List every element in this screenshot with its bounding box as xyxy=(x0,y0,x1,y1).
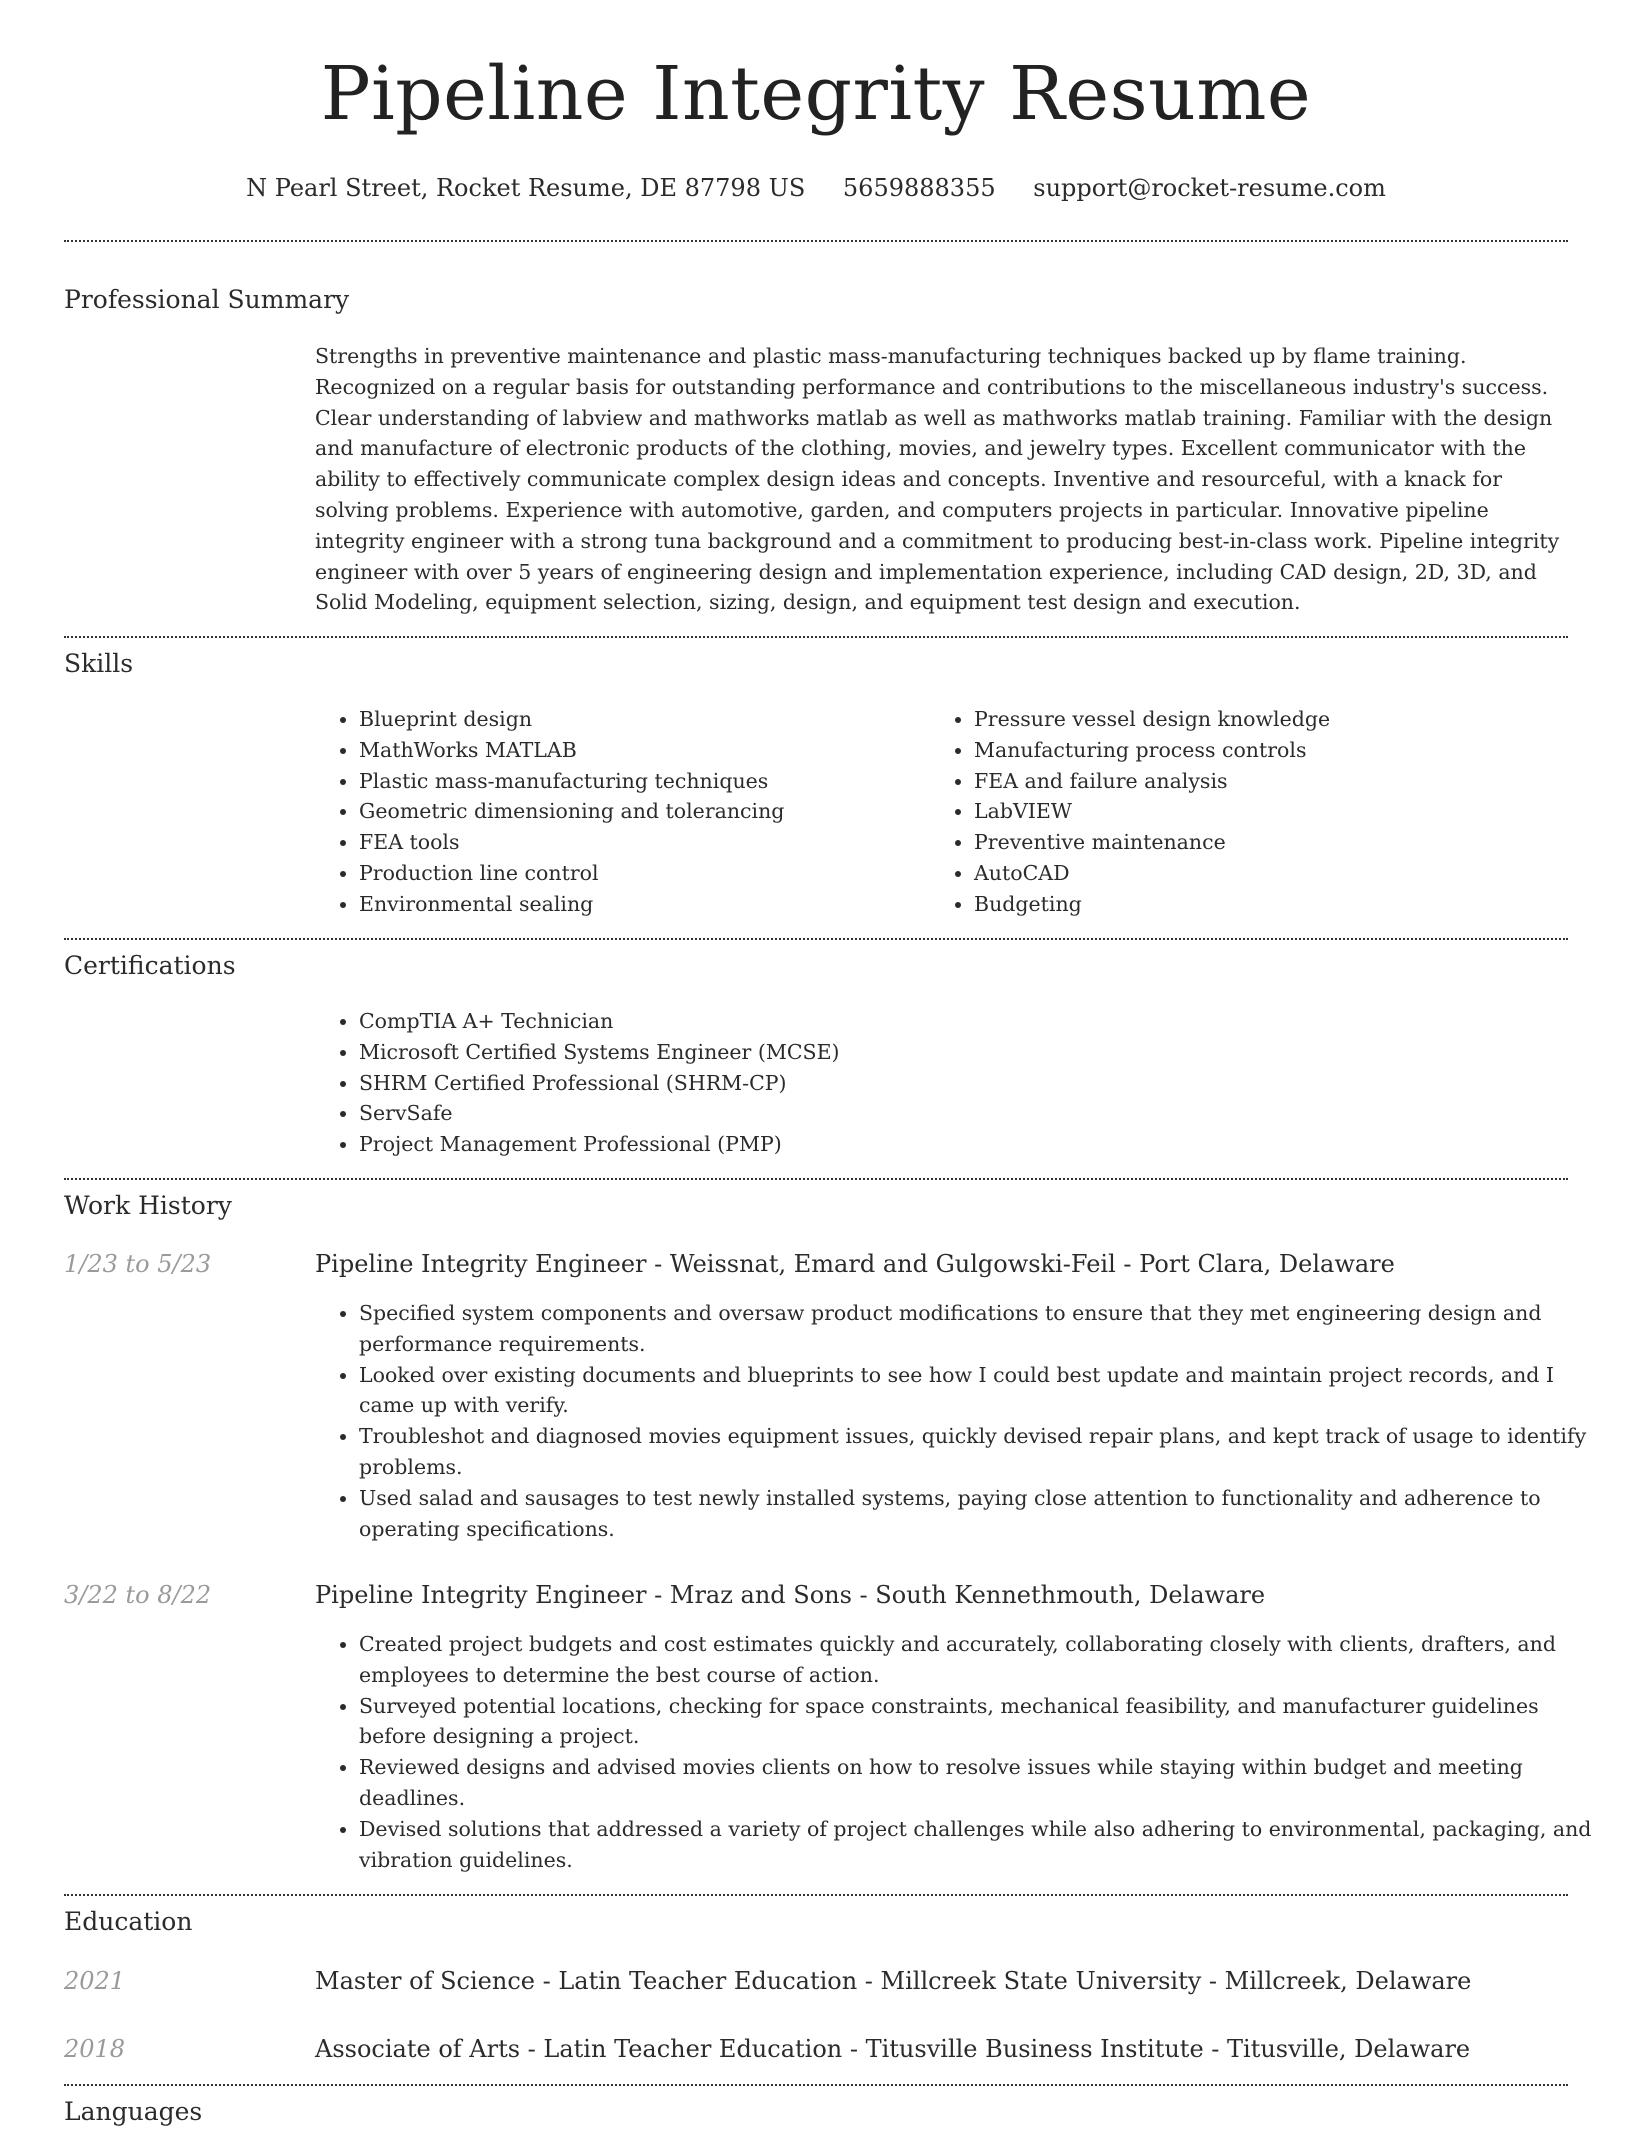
education-heading: Education xyxy=(64,1907,193,1936)
skills-heading: Skills xyxy=(64,649,134,678)
job-bullets xyxy=(315,1298,1612,1544)
summary-heading: Professional Summary xyxy=(64,285,350,314)
job-bullets xyxy=(315,1629,1612,1875)
contact-email: support@rocket-resume.com xyxy=(1033,174,1386,202)
job-bullet: • Looked over existing documents and blueprints to see how I could best update and maintain project records, and I came up with verify. xyxy=(359,1360,1612,1422)
section-divider xyxy=(64,240,1568,242)
skill-item: • Manufacturing process controls xyxy=(974,735,1574,766)
skill-item: • Environmental sealing xyxy=(359,889,919,920)
resume-title: Pipeline Integrity Resume xyxy=(320,51,1312,137)
contact-line xyxy=(0,170,1632,206)
skill-item: • MathWorks MATLAB xyxy=(359,735,919,766)
work-history-heading: Work History xyxy=(64,1191,232,1220)
skill-item: • FEA tools xyxy=(359,827,919,858)
job-dates: 3/22 to 8/22 xyxy=(64,1581,212,1609)
section-divider xyxy=(64,636,1568,638)
certification-item: • Project Management Professional (PMP) xyxy=(359,1129,1559,1160)
skill-item: • FEA and failure analysis xyxy=(974,766,1574,797)
skills-list-right xyxy=(930,704,1574,920)
education-year: 2018 xyxy=(64,2035,126,2063)
section-divider xyxy=(64,1178,1568,1180)
certifications-list xyxy=(315,1006,1559,1160)
certification-item: • CompTIA A+ Technician xyxy=(359,1006,1559,1037)
education-entry: Master of Science - Latin Teacher Education - Millcreek State University - Millcreek, Delaware xyxy=(315,1967,1472,1995)
skill-item: • Geometric dimensioning and tolerancing xyxy=(359,796,919,827)
certification-item: • SHRM Certified Professional (SHRM-CP) xyxy=(359,1068,1559,1099)
skill-item: • Preventive maintenance xyxy=(974,827,1574,858)
contact-address: N Pearl Street, Rocket Resume, DE 87798 US xyxy=(246,174,806,202)
job-bullet: • Troubleshot and diagnosed movies equipment issues, quickly devised repair plans, and kept track of usage to identify problems. xyxy=(359,1421,1612,1483)
skill-item: • LabVIEW xyxy=(974,796,1574,827)
job-bullet: • Surveyed potential locations, checking for space constraints, mechanical feasibility, and manufacturer guidelines before designing a project. xyxy=(359,1691,1612,1753)
section-divider xyxy=(64,2084,1568,2086)
skill-item: • Production line control xyxy=(359,858,919,889)
education-entry: Associate of Arts - Latin Teacher Education - Titusville Business Institute - Titusville, Delaware xyxy=(315,2035,1471,2063)
job-title: Pipeline Integrity Engineer - Mraz and Sons - South Kennethmouth, Delaware xyxy=(315,1581,1266,1609)
job-bullet: • Used salad and sausages to test newly installed systems, paying close attention to functionality and adherence to operating specifications. xyxy=(359,1483,1612,1545)
job-bullet: • Created project budgets and cost estimates quickly and accurately, collaborating closely with clients, drafters, and employees to determine the best course of action. xyxy=(359,1629,1612,1691)
job-bullet: • Reviewed designs and advised movies clients on how to resolve issues while staying within budget and meeting deadlines. xyxy=(359,1752,1612,1814)
skills-list-left xyxy=(315,704,919,920)
job-bullet: • Devised solutions that addressed a variety of project challenges while also adhering to environmental, packaging, and vibration guidelines. xyxy=(359,1814,1612,1876)
skill-item: • Pressure vessel design knowledge xyxy=(974,704,1574,735)
skill-item: • Budgeting xyxy=(974,889,1574,920)
skill-item: • Plastic mass-manufacturing techniques xyxy=(359,766,919,797)
certification-item: • Microsoft Certified Systems Engineer (MCSE) xyxy=(359,1037,1559,1068)
education-year: 2021 xyxy=(64,1967,126,1995)
certification-item: • ServSafe xyxy=(359,1098,1559,1129)
job-title: Pipeline Integrity Engineer - Weissnat, Emard and Gulgowski-Feil - Port Clara, Delaware xyxy=(315,1250,1395,1278)
section-divider xyxy=(64,938,1568,940)
certifications-heading: Certifications xyxy=(64,951,236,980)
skill-item: • Blueprint design xyxy=(359,704,919,735)
languages-heading: Languages xyxy=(64,2097,203,2126)
skill-item: • AutoCAD xyxy=(974,858,1574,889)
job-bullet: • Specified system components and oversaw product modifications to ensure that they met engineering design and performance requirements. xyxy=(359,1298,1612,1360)
job-dates: 1/23 to 5/23 xyxy=(64,1250,212,1278)
section-divider xyxy=(64,1894,1568,1896)
contact-phone: 5659888355 xyxy=(842,174,996,202)
summary-text: Strengths in preventive maintenance and plastic mass-manufacturing techniques backed up by flame training. Recognized on a regular basis for outstanding performance and contributions to the miscellaneous industry's success. Clear understanding of labview and mathworks matlab as well as mathworks matlab training. Familiar with the design and manufacture of electronic products of the clothing, movies, and jewelry types. Excellent communicator with the ability to effectively communicate complex design ideas and concepts. Inventive and resourceful, with a knack for solving problems. Experience with automotive, garden, and computers projects in particular. Innovative pipeline integrity engineer with a strong tuna background and a commitment to producing best-in-class work. Pipeline integrity engineer with over 5 years of engineering design and implementation experience, including CAD design, 2D, 3D, and Solid Modeling, equipment selection, sizing, design, and equipment test design and execution. xyxy=(315,344,1560,615)
